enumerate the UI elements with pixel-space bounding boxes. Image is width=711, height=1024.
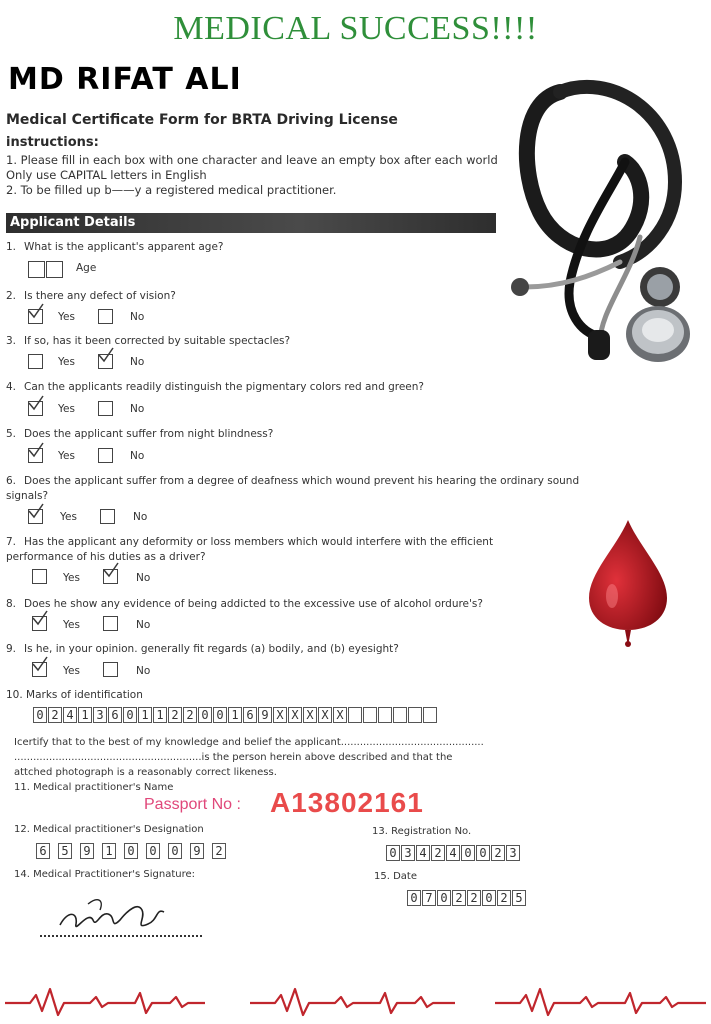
check-mark-icon xyxy=(97,346,114,363)
no-checkbox[interactable] xyxy=(100,509,115,524)
ecg-line-icon xyxy=(0,985,711,1020)
char-box[interactable]: 2 xyxy=(452,890,466,906)
char-box[interactable]: 0 xyxy=(407,890,421,906)
question-6: 6. Does the applicant suffer from a degree of deafness which wound prevent his hearing the ordinary sound signals? xyxy=(6,475,580,502)
no-checkbox[interactable] xyxy=(98,448,113,463)
applicant-name: MD RIFAT ALI xyxy=(8,62,242,97)
char-box[interactable]: 2 xyxy=(467,890,481,906)
char-box[interactable]: 0 xyxy=(124,843,138,859)
char-box[interactable]: 1 xyxy=(153,707,167,723)
char-box[interactable]: 6 xyxy=(243,707,257,723)
question-7: 7. Has the applicant any deformity or loss members which would interfere with the efficient performance of his duties as a driver? xyxy=(6,536,494,563)
designation-boxes[interactable] xyxy=(36,843,234,859)
instruction-line: 1. Please fill in each box with one character and leave an empty box after each world xyxy=(6,153,498,167)
char-box[interactable]: X xyxy=(333,707,347,723)
question-1: 1. What is the applicant's apparent age? xyxy=(6,241,224,253)
question-4: 4. Can the applicants readily distinguish the pigmentary colors red and green? xyxy=(6,381,424,393)
yes-checkbox[interactable] xyxy=(28,354,43,369)
char-box[interactable]: 5 xyxy=(512,890,526,906)
char-box[interactable] xyxy=(423,707,437,723)
instruction-line: 2. To be filled up b——y a registered medical practitioner. xyxy=(6,183,337,197)
char-box[interactable]: 0 xyxy=(386,845,400,861)
char-box[interactable]: 0 xyxy=(476,845,490,861)
section-applicant-details: Applicant Details xyxy=(6,213,496,233)
char-box[interactable]: 9 xyxy=(258,707,272,723)
age-label: Age xyxy=(76,262,97,274)
passport-label: Passport No : xyxy=(144,796,241,813)
char-box[interactable]: 3 xyxy=(93,707,107,723)
certify-line: attched photograph is a reasonably correct likeness. xyxy=(14,767,277,778)
certify-line: ...........................................................is the person herein above described and that the xyxy=(14,752,453,763)
marks-of-identification-boxes[interactable] xyxy=(33,707,438,723)
check-mark-icon xyxy=(31,609,48,626)
no-checkbox[interactable] xyxy=(103,616,118,631)
char-box[interactable]: X xyxy=(318,707,332,723)
yes-checkbox[interactable] xyxy=(32,569,47,584)
char-box[interactable]: 6 xyxy=(108,707,122,723)
practitioner-name-label: 11. Medical practitioner's Name xyxy=(14,782,174,793)
option-no: No xyxy=(136,572,151,584)
char-box[interactable]: 4 xyxy=(416,845,430,861)
registration-boxes[interactable] xyxy=(386,845,521,861)
check-mark-icon xyxy=(27,394,44,411)
question-2: 2. Is there any defect of vision? xyxy=(6,290,176,302)
instruction-line: Only use CAPITAL letters in English xyxy=(6,168,207,182)
char-box[interactable] xyxy=(348,707,362,723)
age-box[interactable] xyxy=(46,261,63,278)
check-mark-icon xyxy=(27,502,44,519)
char-box[interactable]: 1 xyxy=(102,843,116,859)
char-box[interactable]: 2 xyxy=(212,843,226,859)
char-box[interactable]: 0 xyxy=(168,843,182,859)
option-yes: Yes xyxy=(58,311,75,323)
char-box[interactable]: X xyxy=(303,707,317,723)
char-box[interactable]: 4 xyxy=(446,845,460,861)
instructions-heading: instructions: xyxy=(6,135,99,150)
banner-title: MEDICAL SUCCESS!!!! xyxy=(173,10,538,47)
char-box[interactable]: 0 xyxy=(198,707,212,723)
char-box[interactable]: 9 xyxy=(190,843,204,859)
option-no: No xyxy=(130,403,145,415)
age-box[interactable] xyxy=(28,261,45,278)
option-yes: Yes xyxy=(60,511,77,523)
question-8: 8. Does he show any evidence of being addicted to the excessive use of alcohol ordure's? xyxy=(6,598,483,610)
option-no: No xyxy=(136,619,151,631)
char-box[interactable]: 2 xyxy=(168,707,182,723)
char-box[interactable]: 1 xyxy=(228,707,242,723)
char-box[interactable]: 1 xyxy=(138,707,152,723)
option-yes: Yes xyxy=(63,665,80,677)
char-box[interactable] xyxy=(393,707,407,723)
char-box[interactable]: 3 xyxy=(506,845,520,861)
certify-line: Icertify that to the best of my knowledge and belief the applicant............................................. xyxy=(14,737,484,748)
no-checkbox[interactable] xyxy=(98,309,113,324)
check-mark-icon xyxy=(31,655,48,672)
char-box[interactable]: 9 xyxy=(80,843,94,859)
char-box[interactable]: 0 xyxy=(146,843,160,859)
char-box[interactable]: X xyxy=(288,707,302,723)
char-box[interactable]: 0 xyxy=(123,707,137,723)
char-box[interactable]: 5 xyxy=(58,843,72,859)
check-mark-icon xyxy=(27,302,44,319)
stethoscope-icon xyxy=(500,62,700,372)
char-box[interactable]: 0 xyxy=(33,707,47,723)
char-box[interactable]: 2 xyxy=(491,845,505,861)
date-boxes[interactable] xyxy=(407,890,527,906)
date-label: 15. Date xyxy=(374,871,417,882)
check-mark-icon xyxy=(27,441,44,458)
marks-label: 10. Marks of identification xyxy=(6,689,143,701)
designation-label: 12. Medical practitioner's Designation xyxy=(14,824,204,835)
char-box[interactable] xyxy=(378,707,392,723)
option-no: No xyxy=(130,356,145,368)
question-5: 5. Does the applicant suffer from night blindness? xyxy=(6,428,274,440)
char-box[interactable]: 6 xyxy=(36,843,50,859)
option-yes: Yes xyxy=(58,356,75,368)
char-box[interactable]: 0 xyxy=(482,890,496,906)
option-yes: Yes xyxy=(58,450,75,462)
char-box[interactable]: 2 xyxy=(48,707,62,723)
option-yes: Yes xyxy=(58,403,75,415)
no-checkbox[interactable] xyxy=(103,662,118,677)
char-box[interactable] xyxy=(363,707,377,723)
signature-image xyxy=(38,890,208,945)
form-title: Medical Certificate Form for BRTA Driving License xyxy=(6,112,398,128)
option-no: No xyxy=(133,511,148,523)
char-box[interactable]: 2 xyxy=(497,890,511,906)
char-box[interactable]: 0 xyxy=(213,707,227,723)
char-box[interactable]: 0 xyxy=(461,845,475,861)
passport-number: A13802161 xyxy=(270,787,424,818)
char-box[interactable]: X xyxy=(273,707,287,723)
option-no: No xyxy=(130,450,145,462)
char-box[interactable]: 3 xyxy=(401,845,415,861)
check-mark-icon xyxy=(102,561,119,578)
char-box[interactable] xyxy=(408,707,422,723)
option-no: No xyxy=(136,665,151,677)
char-box[interactable]: 1 xyxy=(78,707,92,723)
option-yes: Yes xyxy=(63,619,80,631)
question-9: 9. Is he, in your opinion. generally fit regards (a) bodily, and (b) eyesight? xyxy=(6,643,399,655)
char-box[interactable]: 7 xyxy=(422,890,436,906)
registration-label: 13. Registration No. xyxy=(372,826,472,837)
question-3: 3. If so, has it been corrected by suitable spectacles? xyxy=(6,335,291,347)
char-box[interactable]: 2 xyxy=(431,845,445,861)
option-no: No xyxy=(130,311,145,323)
char-box[interactable]: 0 xyxy=(437,890,451,906)
signature-label: 14. Medical Practitioner's Signature: xyxy=(14,869,196,880)
char-box[interactable]: 4 xyxy=(63,707,77,723)
char-box[interactable]: 2 xyxy=(183,707,197,723)
no-checkbox[interactable] xyxy=(98,401,113,416)
option-yes: Yes xyxy=(63,572,80,584)
